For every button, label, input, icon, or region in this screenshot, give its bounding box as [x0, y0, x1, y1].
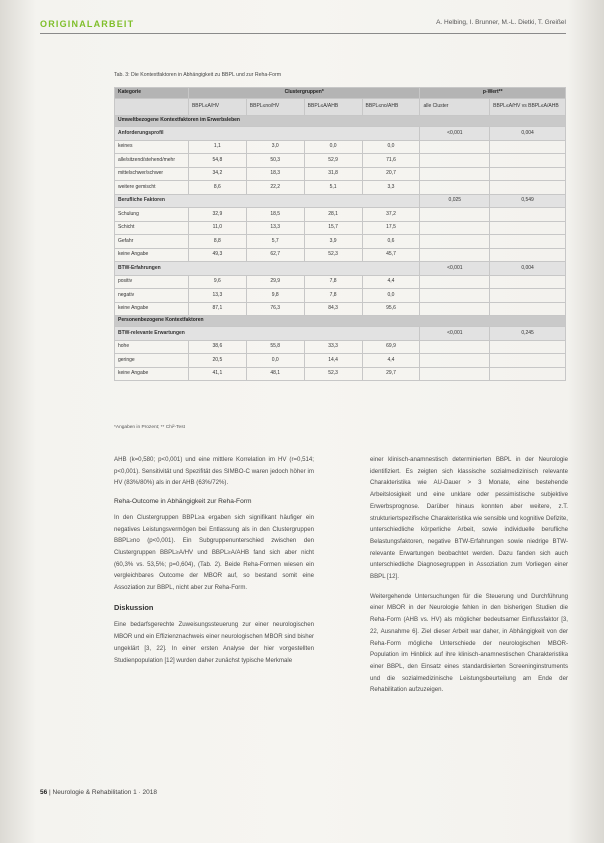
pvalue-all: <0,001	[420, 262, 490, 276]
table-row	[115, 235, 566, 249]
body-paragraph: In den Clustergruppen BBPL≥a ergaben sich signifikant häufiger ein negatives Leistungsvermögen bei Entlassung als in den Clustergruppen BBPL≥no (p<0,001). Ein Subgruppenunterschied zwischen den Clustergruppen BBPL≥A/HV und BBPL≥A/AHB fand sich aber nicht (60,3% vs. 53,5%; p=0,604), (Tab. 2). Beide Reha-Formen wiesen ein vergleichbares Outcome der MBOR auf, so bestand somit eine Assoziation zur BBPL, nicht aber zur Reha-Form.	[114, 513, 314, 592]
empty-cell	[490, 140, 566, 154]
cell-value: 1,1	[188, 140, 246, 154]
cell-value: 13,3	[246, 221, 304, 235]
pvalue-all: 0,025	[420, 194, 490, 208]
row-label: mittelschwer/schwer	[115, 167, 189, 181]
row-label: positiv	[115, 275, 189, 289]
cell-value: 5,1	[304, 181, 362, 195]
row-label: keine Angabe	[115, 302, 189, 316]
table-row	[115, 221, 566, 235]
empty-cell	[490, 248, 566, 262]
cell-value: 76,3	[246, 302, 304, 316]
empty-cell	[420, 221, 490, 235]
empty-cell	[490, 340, 566, 354]
cell-value: 69,9	[362, 340, 420, 354]
empty-cell	[420, 367, 490, 381]
cell-value: 20,7	[362, 167, 420, 181]
group-title: BTW-relevante Erwartungen	[115, 327, 420, 341]
body-paragraph: Eine bedarfsgerechte Zuweisungssteuerung zur einer neurologischen MBOR und ein Effizienznachweis einer neurologischen MBOR sind bisher ungeklärt [3, 22]. In einer ersten Analyse der hier vorgestellten Studienpopulation [12] wurden daher zunächst typische Merkmale	[114, 621, 314, 664]
empty-cell	[420, 248, 490, 262]
cell-value: 38,6	[188, 340, 246, 354]
paragraph-gap	[370, 583, 568, 591]
group-title: BTW-Erfahrungen	[115, 262, 420, 276]
cell-value: 71,6	[362, 154, 420, 168]
empty-cell	[420, 167, 490, 181]
cell-value: 3,0	[246, 140, 304, 154]
section-heading: Diskussion	[114, 602, 154, 612]
empty-cell	[490, 367, 566, 381]
subsection-heading: Reha-Outcome in Abhängigkeit zur Reha-Form	[114, 498, 252, 506]
cell-value: 50,3	[246, 154, 304, 168]
cell-value: 0,0	[246, 354, 304, 368]
cell-value: 62,7	[246, 248, 304, 262]
cell-value: 3,3	[362, 181, 420, 195]
pvalue-pair: 0,549	[490, 194, 566, 208]
table-row	[115, 275, 566, 289]
row-label: keine Angabe	[115, 367, 189, 381]
cell-value: 28,1	[304, 208, 362, 222]
group-title: Anforderungsprofil	[115, 127, 420, 141]
empty-cell	[420, 354, 490, 368]
cell-value: 4,4	[362, 275, 420, 289]
row-label: Schulung	[115, 208, 189, 222]
pvalue-pair: 0,245	[490, 327, 566, 341]
empty-cell	[420, 235, 490, 249]
cell-value: 45,7	[362, 248, 420, 262]
cell-value: 29,9	[246, 275, 304, 289]
row-label: alle/sitzend/stehend/mehr	[115, 154, 189, 168]
empty-cell	[490, 354, 566, 368]
row-label: Schicht	[115, 221, 189, 235]
empty-cell	[420, 340, 490, 354]
cell-value: 52,3	[304, 367, 362, 381]
cell-value: 20,5	[188, 354, 246, 368]
body-paragraph: Weitergehende Untersuchungen für die Steuerung und Durchführung einer MBOR in der Neurologie fehlen in den bisherigen Studien die Reha-Form (AHB vs. HV) als möglicher bedeutsamer Einflussfaktor [3, 22, Ausnahme 6]. Ziel dieser Arbeit war daher, in Abhängigkeit von der Reha-Form mögliche Unterschiede der neurologischen MBOR-Population im Hinblick auf ihre klinisch-anamnestischen Charakteristika einer BBPL, den Einsatz eines standardisierten Screeninginstruments und die sozialmedizinische Leistungsbeurteilung am Ende der Rehabilitation aufzuzeigen.	[370, 592, 568, 694]
cell-value: 8,8	[188, 235, 246, 249]
cell-value: 17,5	[362, 221, 420, 235]
empty-cell	[490, 289, 566, 303]
pvalue-header: p-Wert**	[420, 88, 566, 99]
cell-value: 32,9	[188, 208, 246, 222]
cell-value: 29,7	[362, 367, 420, 381]
pvalue-col-header: alle Cluster	[420, 99, 490, 116]
cell-value: 7,8	[304, 289, 362, 303]
author-line: A. Helbing, I. Brunner, M.-L. Dietki, T. Greißel	[436, 19, 566, 26]
section-row	[115, 316, 566, 327]
body-paragraph: einer klinisch-anamnestisch determinierten BBPL in der Neurologie identifiziert. Es zeigten sich klassische sozialmedizinisch relevante Charakteristika wie AU-Dauer > 3 Monate, eine bestehende Arbeitslosigkeit und eine unklare oder pessimistische subjektive Erwerbsprognose. Darüber hinaus konnten aber weitere, z.T. strukturiertspezifische Charakteristika wie sensible und kognitive Defizite, unterschiedliche körperliche Arbeit, sowie individuelle berufliche Belastungsfaktoren, negative BTW-Erfahrungen sowie niedrige BTW-relevante Erwartungen beobachtet werden. Dazu fanden sich auch unterschiedliche Diagnosegruppen in Assoziation zum Vorliegen einer BBPL [12].	[370, 456, 568, 581]
pvalue-col-header: BBPL≤A/HV vs BBPL≤A/AHB	[490, 99, 566, 116]
cell-value: 3,9	[304, 235, 362, 249]
cell-value: 95,6	[362, 302, 420, 316]
empty-cell	[420, 140, 490, 154]
cluster-header: BBPL≤A/AHB	[304, 99, 362, 116]
cell-value: 7,8	[304, 275, 362, 289]
cell-value: 9,8	[246, 289, 304, 303]
left-text-column	[114, 454, 314, 666]
cell-value: 84,3	[304, 302, 362, 316]
cell-value: 0,6	[362, 235, 420, 249]
cell-value: 49,3	[188, 248, 246, 262]
row-label: hohe	[115, 340, 189, 354]
empty-cell	[420, 289, 490, 303]
cell-value: 15,7	[304, 221, 362, 235]
empty-cell	[490, 208, 566, 222]
row-label: weitere gemischt	[115, 181, 189, 195]
table-subheader-row	[115, 99, 566, 116]
empty-cell	[490, 275, 566, 289]
empty-cell	[490, 235, 566, 249]
journal-name: | Neurologie & Rehabilitation 1 · 2018	[49, 789, 157, 796]
cell-value: 4,4	[362, 354, 420, 368]
cell-value: 0,0	[362, 140, 420, 154]
section-label: ORIGINALARBEIT	[40, 19, 135, 29]
right-text-column	[370, 454, 568, 696]
table-row	[115, 140, 566, 154]
table-row	[115, 181, 566, 195]
cluster-groups-header: Clustergruppen*	[188, 88, 420, 99]
cell-value: 18,3	[246, 167, 304, 181]
page-footer	[40, 789, 157, 796]
cell-value: 0,0	[362, 289, 420, 303]
cluster-header: BBPL≤no/HV	[246, 99, 304, 116]
empty-cell	[420, 275, 490, 289]
section-title: Personenbezogene Kontextfaktoren	[115, 316, 566, 327]
cell-value: 48,1	[246, 367, 304, 381]
cell-value: 54,8	[188, 154, 246, 168]
empty-cell	[420, 208, 490, 222]
cell-value: 33,3	[304, 340, 362, 354]
row-label: keines	[115, 140, 189, 154]
cluster-header: BBPL≤A/HV	[188, 99, 246, 116]
empty-cell	[420, 302, 490, 316]
cell-value: 52,9	[304, 154, 362, 168]
pvalue-pair: 0,004	[490, 127, 566, 141]
pvalue-all: <0,001	[420, 327, 490, 341]
row-label: Gefahr	[115, 235, 189, 249]
pvalue-pair: 0,004	[490, 262, 566, 276]
table-row	[115, 289, 566, 303]
group-row	[115, 262, 566, 276]
table-row	[115, 154, 566, 168]
cell-value: 22,2	[246, 181, 304, 195]
table-footnote: *Angaben in Prozent; ** Chi²-Test	[114, 425, 185, 430]
table-row	[115, 208, 566, 222]
cell-value: 9,6	[188, 275, 246, 289]
table-row	[115, 340, 566, 354]
empty-cell	[490, 181, 566, 195]
cell-value: 31,8	[304, 167, 362, 181]
section-title: Umweltbezogene Kontextfaktoren im Erwerbsleben	[115, 116, 566, 127]
empty-cell	[490, 302, 566, 316]
table-row	[115, 302, 566, 316]
row-label: negativ	[115, 289, 189, 303]
cell-value: 55,8	[246, 340, 304, 354]
section-row	[115, 116, 566, 127]
cell-value: 87,1	[188, 302, 246, 316]
header-rule	[40, 33, 566, 34]
empty-cell	[420, 181, 490, 195]
pvalue-all: <0,001	[420, 127, 490, 141]
cell-value: 41,1	[188, 367, 246, 381]
group-title: Berufliche Faktoren	[115, 194, 420, 208]
cell-value: 14,4	[304, 354, 362, 368]
empty-cell	[490, 167, 566, 181]
cell-value: 52,3	[304, 248, 362, 262]
cell-value: 8,6	[188, 181, 246, 195]
body-paragraph: AHB (k=0,580; p<0,001) und eine mittlere Korrelation im HV (r=0,514; p<0,001). Sensitivität und Spezifität des SIMBO-C waren jedoch höher im HV (83%/80%) als in der AHB (63%/72%).	[114, 456, 314, 487]
table-row	[115, 354, 566, 368]
cell-value: 0,0	[304, 140, 362, 154]
row-label: geringe	[115, 354, 189, 368]
cell-value: 18,5	[246, 208, 304, 222]
cell-value: 11,0	[188, 221, 246, 235]
empty-cell	[490, 221, 566, 235]
empty-cell	[420, 154, 490, 168]
cell-value: 13,3	[188, 289, 246, 303]
cell-value: 37,2	[362, 208, 420, 222]
group-row	[115, 327, 566, 341]
cell-value: 34,2	[188, 167, 246, 181]
table-row	[115, 248, 566, 262]
context-factors-table	[114, 87, 566, 381]
row-label: keine Angabe	[115, 248, 189, 262]
cluster-header: BBPL≤no/AHB	[362, 99, 420, 116]
table-caption: Tab. 3: Die Kontextfaktoren in Abhängigkeit zu BBPL und zur Reha-Form	[114, 72, 282, 78]
cell-value: 5,7	[246, 235, 304, 249]
page-number: 56	[40, 789, 48, 796]
table-header-row	[115, 88, 566, 99]
table-row	[115, 367, 566, 381]
group-row	[115, 194, 566, 208]
category-header: Kategorie	[115, 88, 189, 99]
empty-cell	[490, 154, 566, 168]
empty-header-cell	[115, 99, 189, 116]
table-row	[115, 167, 566, 181]
group-row	[115, 127, 566, 141]
